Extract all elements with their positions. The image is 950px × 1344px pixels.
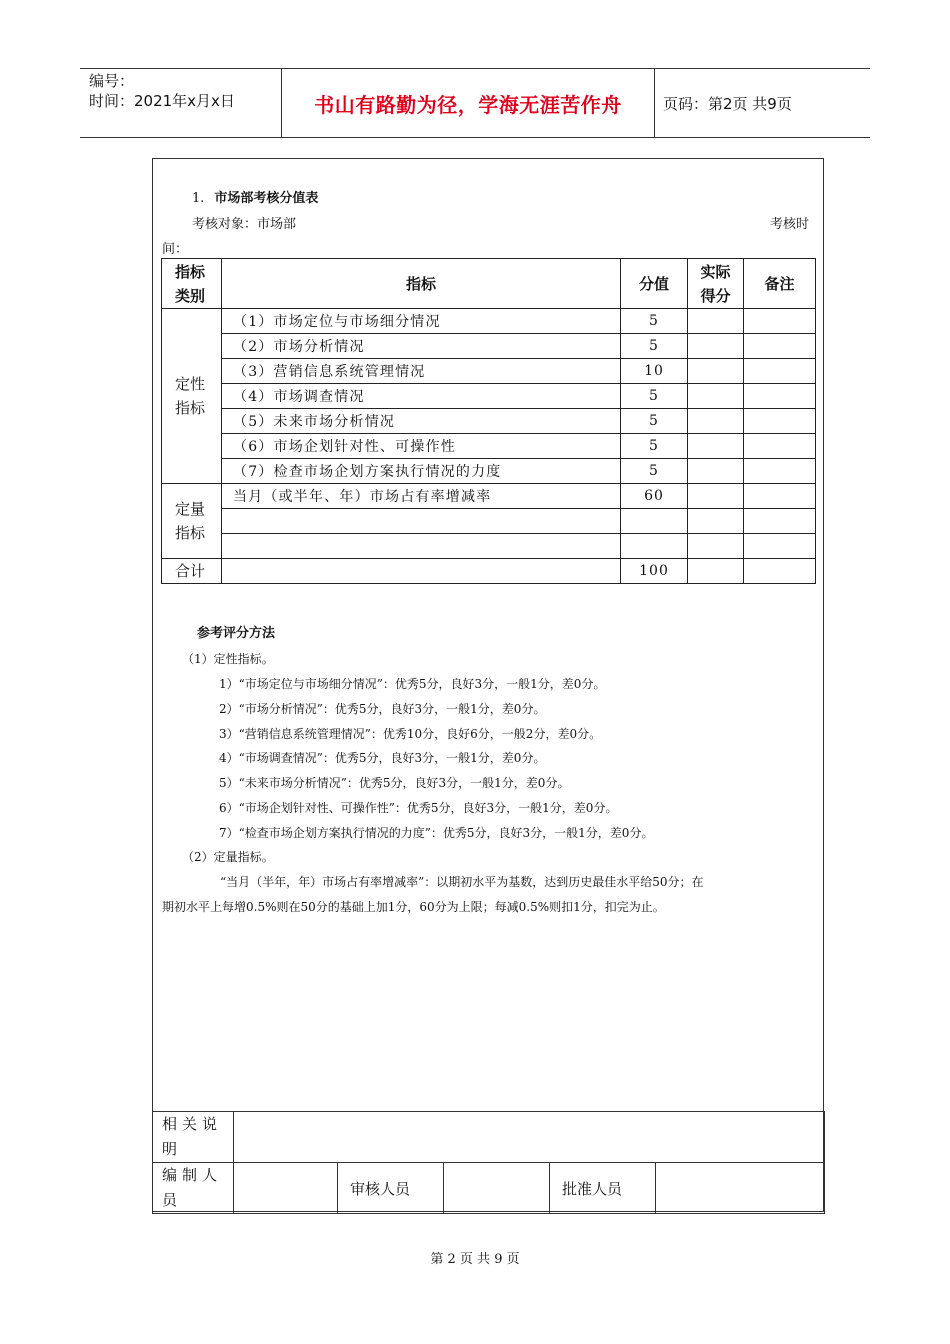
assessment-time-label-cont: 间：: [162, 242, 189, 257]
page-header: [80, 68, 870, 138]
remark-cell[interactable]: [744, 359, 816, 384]
indicator-name: （4）市场调查情况: [222, 384, 621, 409]
total-score: 100: [621, 559, 688, 584]
notes-label: 相关说 明: [153, 1112, 234, 1163]
indicator-name: （1）市场定位与市场细分情况: [222, 309, 621, 334]
remark-cell[interactable]: [744, 484, 816, 509]
section-title: [192, 187, 318, 206]
qualitative-row: [162, 434, 816, 459]
qual-method-item: 4）“市场调查情况”：优秀5分，良好3分，一般1分，差0分。: [219, 751, 546, 766]
qual-method-item: 6）“市场企划针对性、可操作性”：优秀5分，良好3分，一般1分，差0分。: [219, 801, 618, 815]
qualitative-row: [162, 384, 816, 409]
page-footer: 第 2 页 共 9 页: [430, 1252, 520, 1267]
score-table: [161, 258, 816, 584]
section-number: 1.: [192, 191, 205, 206]
qualitative-row: [162, 409, 816, 434]
qualitative-category: 定性 指标: [162, 309, 222, 484]
approver-label: 批准人员: [550, 1163, 656, 1214]
reviewer-label: 审核人员: [338, 1163, 444, 1214]
quant-line-2: 期初水平上每增0.5%则在50分的基础上加1分，60分为上限；每减0.5%则扣1分，扣完为止。: [162, 900, 665, 914]
actual-score-cell[interactable]: [688, 334, 744, 359]
header-page-info: 页码：第2页 共9页: [663, 94, 792, 113]
actual-score-cell[interactable]: [688, 534, 744, 559]
prepared-label: 编制人 员: [153, 1163, 234, 1214]
indicator-score: 5: [621, 459, 688, 484]
indicator-score: [621, 534, 688, 559]
header-time: 时间：2021年x月x日: [89, 92, 235, 110]
section-title-text: 市场部考核分值表: [214, 191, 319, 206]
remark-cell[interactable]: [744, 384, 816, 409]
remark-cell[interactable]: [744, 459, 816, 484]
header-remark: 备注: [744, 259, 816, 309]
indicator-score: 5: [621, 434, 688, 459]
signers-row: [153, 1163, 825, 1214]
total-remark-cell[interactable]: [744, 559, 816, 584]
indicator-name: （7）检查市场企划方案执行情况的力度: [222, 459, 621, 484]
assessment-target: 考核对象：市场部: [192, 217, 297, 232]
score-table-header: [162, 259, 816, 309]
indicator-score: 5: [621, 384, 688, 409]
qual-method-item: 5）“未来市场分析情况”：优秀5分，良好3分，一般1分，差0分。: [219, 776, 570, 791]
actual-score-cell[interactable]: [688, 359, 744, 384]
indicator-name: （6）市场企划针对性、可操作性: [222, 434, 621, 459]
quantitative-row: [162, 509, 816, 534]
qual-method-item: 1）“市场定位与市场细分情况”：优秀5分，良好3分，一般1分，差0分。: [219, 677, 606, 691]
header-motto-cell: [282, 69, 655, 137]
indicator-name: [222, 509, 621, 534]
header-category: 指标 类别: [162, 259, 222, 309]
actual-score-cell[interactable]: [688, 509, 744, 534]
total-actual-cell[interactable]: [688, 559, 744, 584]
total-row: [162, 559, 816, 584]
remark-cell[interactable]: [744, 409, 816, 434]
remark-cell[interactable]: [744, 434, 816, 459]
indicator-name: [222, 534, 621, 559]
notes-row: [153, 1112, 825, 1163]
prepared-value[interactable]: [234, 1163, 338, 1214]
indicator-score: [621, 509, 688, 534]
qualitative-row: [162, 359, 816, 384]
actual-score-cell[interactable]: [688, 409, 744, 434]
qual-method-item: 3）“营销信息系统管理情况”：优秀10分，良好6分，一般2分，差0分。: [219, 726, 602, 741]
remark-cell[interactable]: [744, 309, 816, 334]
qualitative-row: [162, 334, 816, 359]
reviewer-value[interactable]: [444, 1163, 550, 1214]
indicator-name: 当月（或半年、年）市场占有率增减率: [222, 484, 621, 509]
remark-cell[interactable]: [744, 509, 816, 534]
quantitative-row: [162, 484, 816, 509]
actual-score-cell[interactable]: [688, 434, 744, 459]
signature-table: [152, 1111, 825, 1214]
header-indicator: 指标: [222, 259, 621, 309]
remark-cell[interactable]: [744, 534, 816, 559]
header-score: 分值: [621, 259, 688, 309]
total-indicator-cell: [222, 559, 621, 584]
actual-score-cell[interactable]: [688, 384, 744, 409]
quantitative-category: 定量 指标: [162, 484, 222, 559]
notes-value[interactable]: [234, 1112, 825, 1163]
remark-cell[interactable]: [744, 334, 816, 359]
indicator-name: （3）营销信息系统管理情况: [222, 359, 621, 384]
qualitative-row: [162, 459, 816, 484]
qual-method-item: 7）“检查市场企划方案执行情况的力度”：优秀5分，良好3分，一般1分，差0分。: [219, 825, 654, 840]
header-motto: 书山有路勤为径，学海无涯苦作舟: [314, 92, 622, 117]
qual-method-item: 2）“市场分析情况”：优秀5分，良好3分，一般1分，差0分。: [219, 701, 546, 716]
quantitative-row: [162, 534, 816, 559]
quant-line-1: “当月（半年，年）市场占有率增减率”：以期初水平为基数，达到历史最佳水平给50分；在: [220, 875, 704, 889]
total-label: 合计: [162, 559, 222, 584]
method-title: 参考评分方法: [197, 626, 276, 641]
indicator-score: 5: [621, 309, 688, 334]
qualitative-row: [162, 309, 816, 334]
quant-heading: （2）定量指标。: [182, 850, 274, 864]
header-actual: 实际 得分: [688, 259, 744, 309]
indicator-name: （2）市场分析情况: [222, 334, 621, 359]
indicator-score: 5: [621, 409, 688, 434]
indicator-name: （5）未来市场分析情况: [222, 409, 621, 434]
header-meta: [80, 69, 282, 137]
qual-heading: （1）定性指标。: [182, 652, 274, 666]
actual-score-cell[interactable]: [688, 459, 744, 484]
actual-score-cell[interactable]: [688, 484, 744, 509]
indicator-score: 5: [621, 334, 688, 359]
indicator-score: 10: [621, 359, 688, 384]
indicator-score: 60: [621, 484, 688, 509]
approver-value[interactable]: [656, 1163, 825, 1214]
actual-score-cell[interactable]: [688, 309, 744, 334]
header-number: 编号：: [89, 72, 135, 90]
assessment-time-label: 考核时: [770, 217, 810, 232]
